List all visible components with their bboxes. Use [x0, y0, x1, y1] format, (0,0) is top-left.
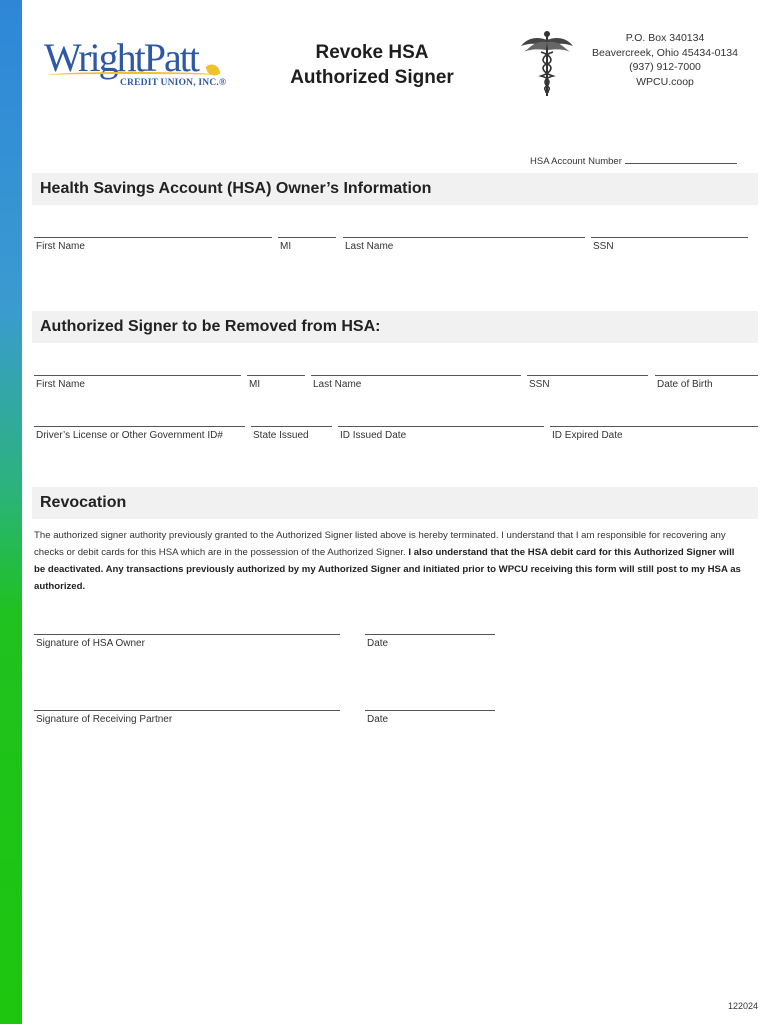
sidebar-color-bar [0, 0, 22, 1024]
signer-id-issued-date-label: ID Issued Date [340, 430, 407, 441]
owner-signature-label: Signature of HSA Owner [36, 638, 145, 649]
owner-first-name-label: First Name [36, 241, 85, 252]
owner-signature-date-label: Date [367, 638, 389, 649]
signer-last-name-label: Last Name [313, 379, 362, 390]
owner-signature-date-field[interactable] [365, 634, 495, 662]
signer-id-issued-date-field[interactable] [338, 426, 544, 454]
signer-mi-field[interactable] [247, 375, 305, 403]
address-city: Beavercreek, Ohio 45434-0134 [592, 46, 738, 59]
owner-section-header: Health Savings Account (HSA) Owner’s Information [32, 173, 758, 205]
signer-first-name-label: First Name [36, 379, 85, 390]
signer-state-issued-label: State Issued [253, 430, 309, 441]
owner-mi-label: MI [280, 241, 292, 252]
signer-id-expired-date-label: ID Expired Date [552, 430, 623, 441]
signer-id-number-field[interactable] [34, 426, 245, 454]
partner-signature-date-field[interactable] [365, 710, 495, 738]
signer-last-name-field[interactable] [311, 375, 521, 403]
form-code: 122024 [727, 1001, 758, 1011]
logo-wordmark: WrightPatt [44, 35, 198, 80]
partner-signature-field[interactable] [34, 710, 340, 738]
wright-patt-logo [44, 35, 227, 94]
address-website: WPCU.coop [636, 75, 694, 88]
revocation-text-bold: I also understand that the HSA debit card for this Authorized Signer will be deactivated. Any transactions previously authorized by my Authorized Signer and initiated prior to WPCU receiving this form will still post to my HSA as authorized. [34, 547, 741, 592]
owner-mi-field[interactable] [278, 237, 336, 265]
signer-id-number-label: Driver’s License or Other Government ID# [36, 430, 223, 441]
signer-id-expired-date-field[interactable] [550, 426, 758, 454]
signer-first-name-field[interactable] [34, 375, 241, 403]
partner-signature-label: Signature of Receiving Partner [36, 714, 173, 725]
address-phone: (937) 912-7000 [629, 61, 701, 73]
signer-dob-label: Date of Birth [657, 379, 713, 390]
signer-section-header: Authorized Signer to be Removed from HSA: [32, 311, 758, 343]
signer-ssn-label: SSN [529, 379, 550, 390]
revocation-section-header: Revocation [32, 487, 758, 519]
signer-state-issued-field[interactable] [251, 426, 332, 454]
revocation-text-plain: The authorized signer authority previously granted to the Authorized Signer listed above is hereby terminated. I understand that I am responsible for recovering any checks or debit cards for this HSA which are in the possession of the Authorized Signer. [34, 530, 726, 558]
partner-signature-date-label: Date [367, 714, 389, 725]
hsa-account-number-label: HSA Account Number [530, 156, 622, 167]
owner-ssn-field[interactable] [591, 237, 748, 265]
hsa-account-number-field[interactable] [530, 154, 756, 167]
address-po-box: P.O. Box 340134 [625, 32, 705, 44]
caduceus-icon [519, 30, 575, 98]
form-title [272, 40, 472, 90]
owner-ssn-label: SSN [593, 241, 614, 252]
owner-first-name-field[interactable] [34, 237, 272, 265]
credit-union-address [585, 31, 745, 89]
form-title-line2: Authorized Signer [290, 67, 454, 88]
hsa-account-number-line[interactable] [625, 154, 737, 164]
owner-last-name-label: Last Name [345, 241, 394, 252]
logo-subtitle: CREDIT UNION, INC.® [120, 78, 227, 88]
signer-ssn-field[interactable] [527, 375, 648, 403]
owner-last-name-field[interactable] [343, 237, 585, 265]
signer-dob-field[interactable] [655, 375, 758, 403]
revocation-statement [34, 527, 744, 595]
owner-signature-field[interactable] [34, 634, 340, 662]
form-title-line1: Revoke HSA [315, 42, 429, 63]
signer-mi-label: MI [249, 379, 261, 390]
